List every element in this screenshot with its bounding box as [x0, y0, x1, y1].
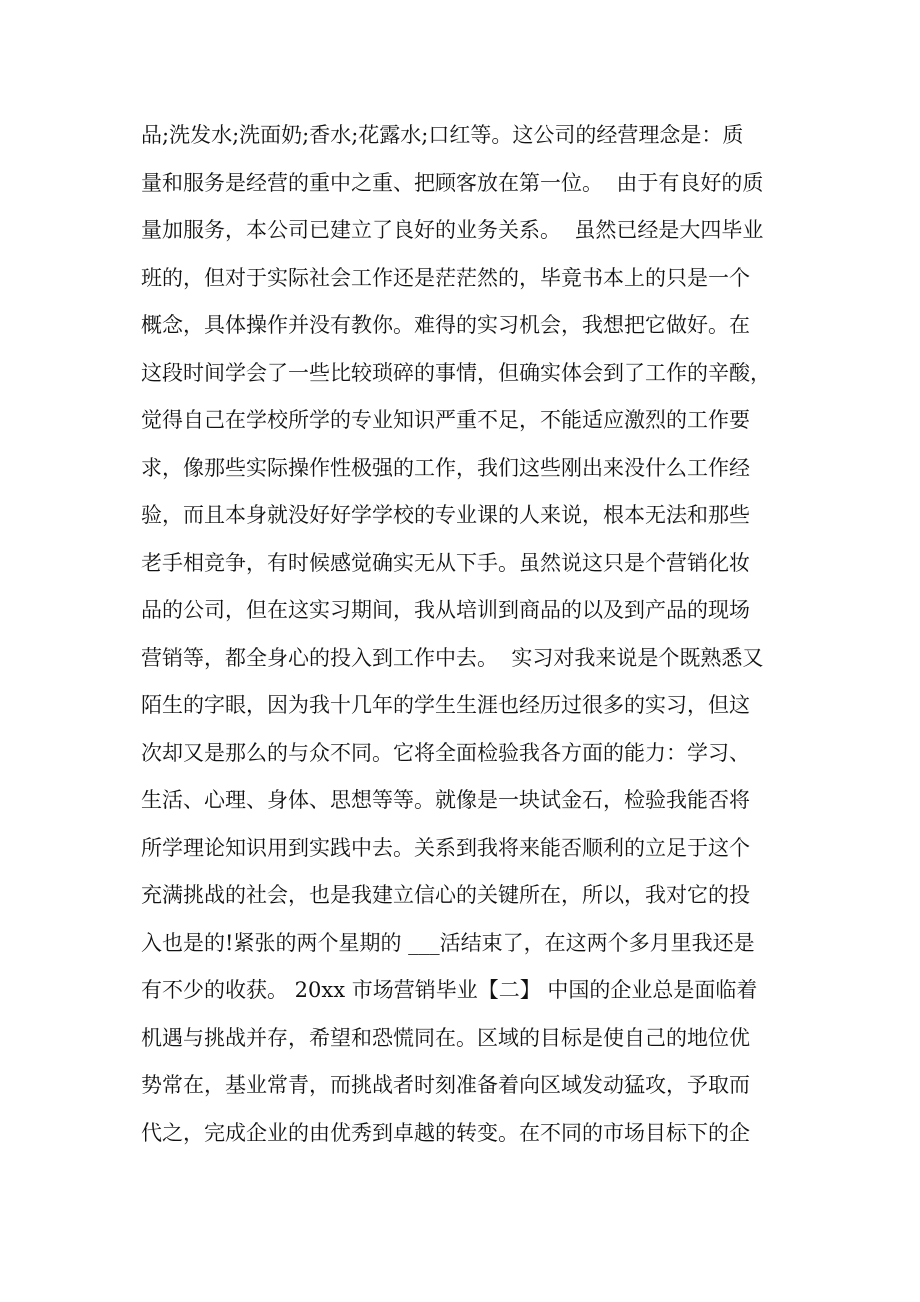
text-line: 求，像那些实际操作性极强的工作，我们这些刚出来没什么工作经 — [141, 455, 750, 480]
text-line: 老手相竞争，有时候感觉确实无从下手。虽然说这只是个营销化妆 — [141, 550, 750, 575]
text-line: 班的，但对于实际社会工作还是茫茫然的，毕竟书本上的只是一个 — [141, 265, 750, 290]
text-line: 概念，具体操作并没有教你。难得的实习机会，我想把它做好。在 — [141, 313, 750, 337]
text-line: 这段时间学会了一些比较琐碎的事情，但确实体会到了工作的辛酸， — [141, 360, 771, 385]
text-line: 觉得自己在学校所学的专业知识严重不足，不能适应激烈的工作要 — [141, 408, 750, 432]
text-line: 代之，完成企业的由优秀到卓越的转变。在不同的市场目标下的企 — [141, 1120, 750, 1145]
text-line: 验，而且本身就没好好学学校的专业课的人来说，根本无法和那些 — [141, 503, 750, 527]
text-line: 品;洗发水;洗面奶;香水;花露水;口红等。这公司的经营理念是：质 — [141, 123, 744, 147]
text-line: 所学理论知识用到实践中去。关系到我将来能否顺利的立足于这个 — [141, 835, 750, 860]
text-line: 充满挑战的社会，也是我建立信心的关键所在，所以，我对它的投 — [141, 883, 750, 907]
text-line: 机遇与挑战并存，希望和恐慌同在。区域的目标是使自己的地位优 — [141, 1025, 750, 1050]
text-line: 入也是的!紧张的两个星期的 ___活结束了，在这两个多月里我还是 — [141, 930, 755, 955]
text-line: 量和服务是经营的重中之重、把顾客放在第一位。 由于有良好的质 — [141, 170, 764, 195]
body-text — [141, 116, 781, 1161]
text-line: 品的公司，但在这实习期间，我从培训到商品的以及到产品的现场 — [141, 598, 750, 622]
text-line: 营销等，都全身心的投入到工作中去。 实习对我来说是个既熟悉又 — [141, 645, 764, 670]
text-line: 生活、心理、身体、思想等等。就像是一块试金石，检验我能否将 — [141, 788, 750, 812]
text-line: 陌生的字眼，因为我十几年的学生生涯也经历过很多的实习，但这 — [141, 693, 750, 717]
text-line: 次却又是那么的与众不同。它将全面检验我各方面的能力：学习、 — [141, 740, 750, 765]
text-line: 量加服务，本公司已建立了良好的业务关系。 虽然已经是大四毕业 — [141, 218, 764, 242]
text-line: 势常在，基业常青，而挑战者时刻准备着向区域发动猛攻，予取而 — [141, 1073, 750, 1097]
text-line: 有不少的收获。 20xx 市场营销毕业【二】 中国的企业总是面临着 — [141, 978, 758, 1002]
